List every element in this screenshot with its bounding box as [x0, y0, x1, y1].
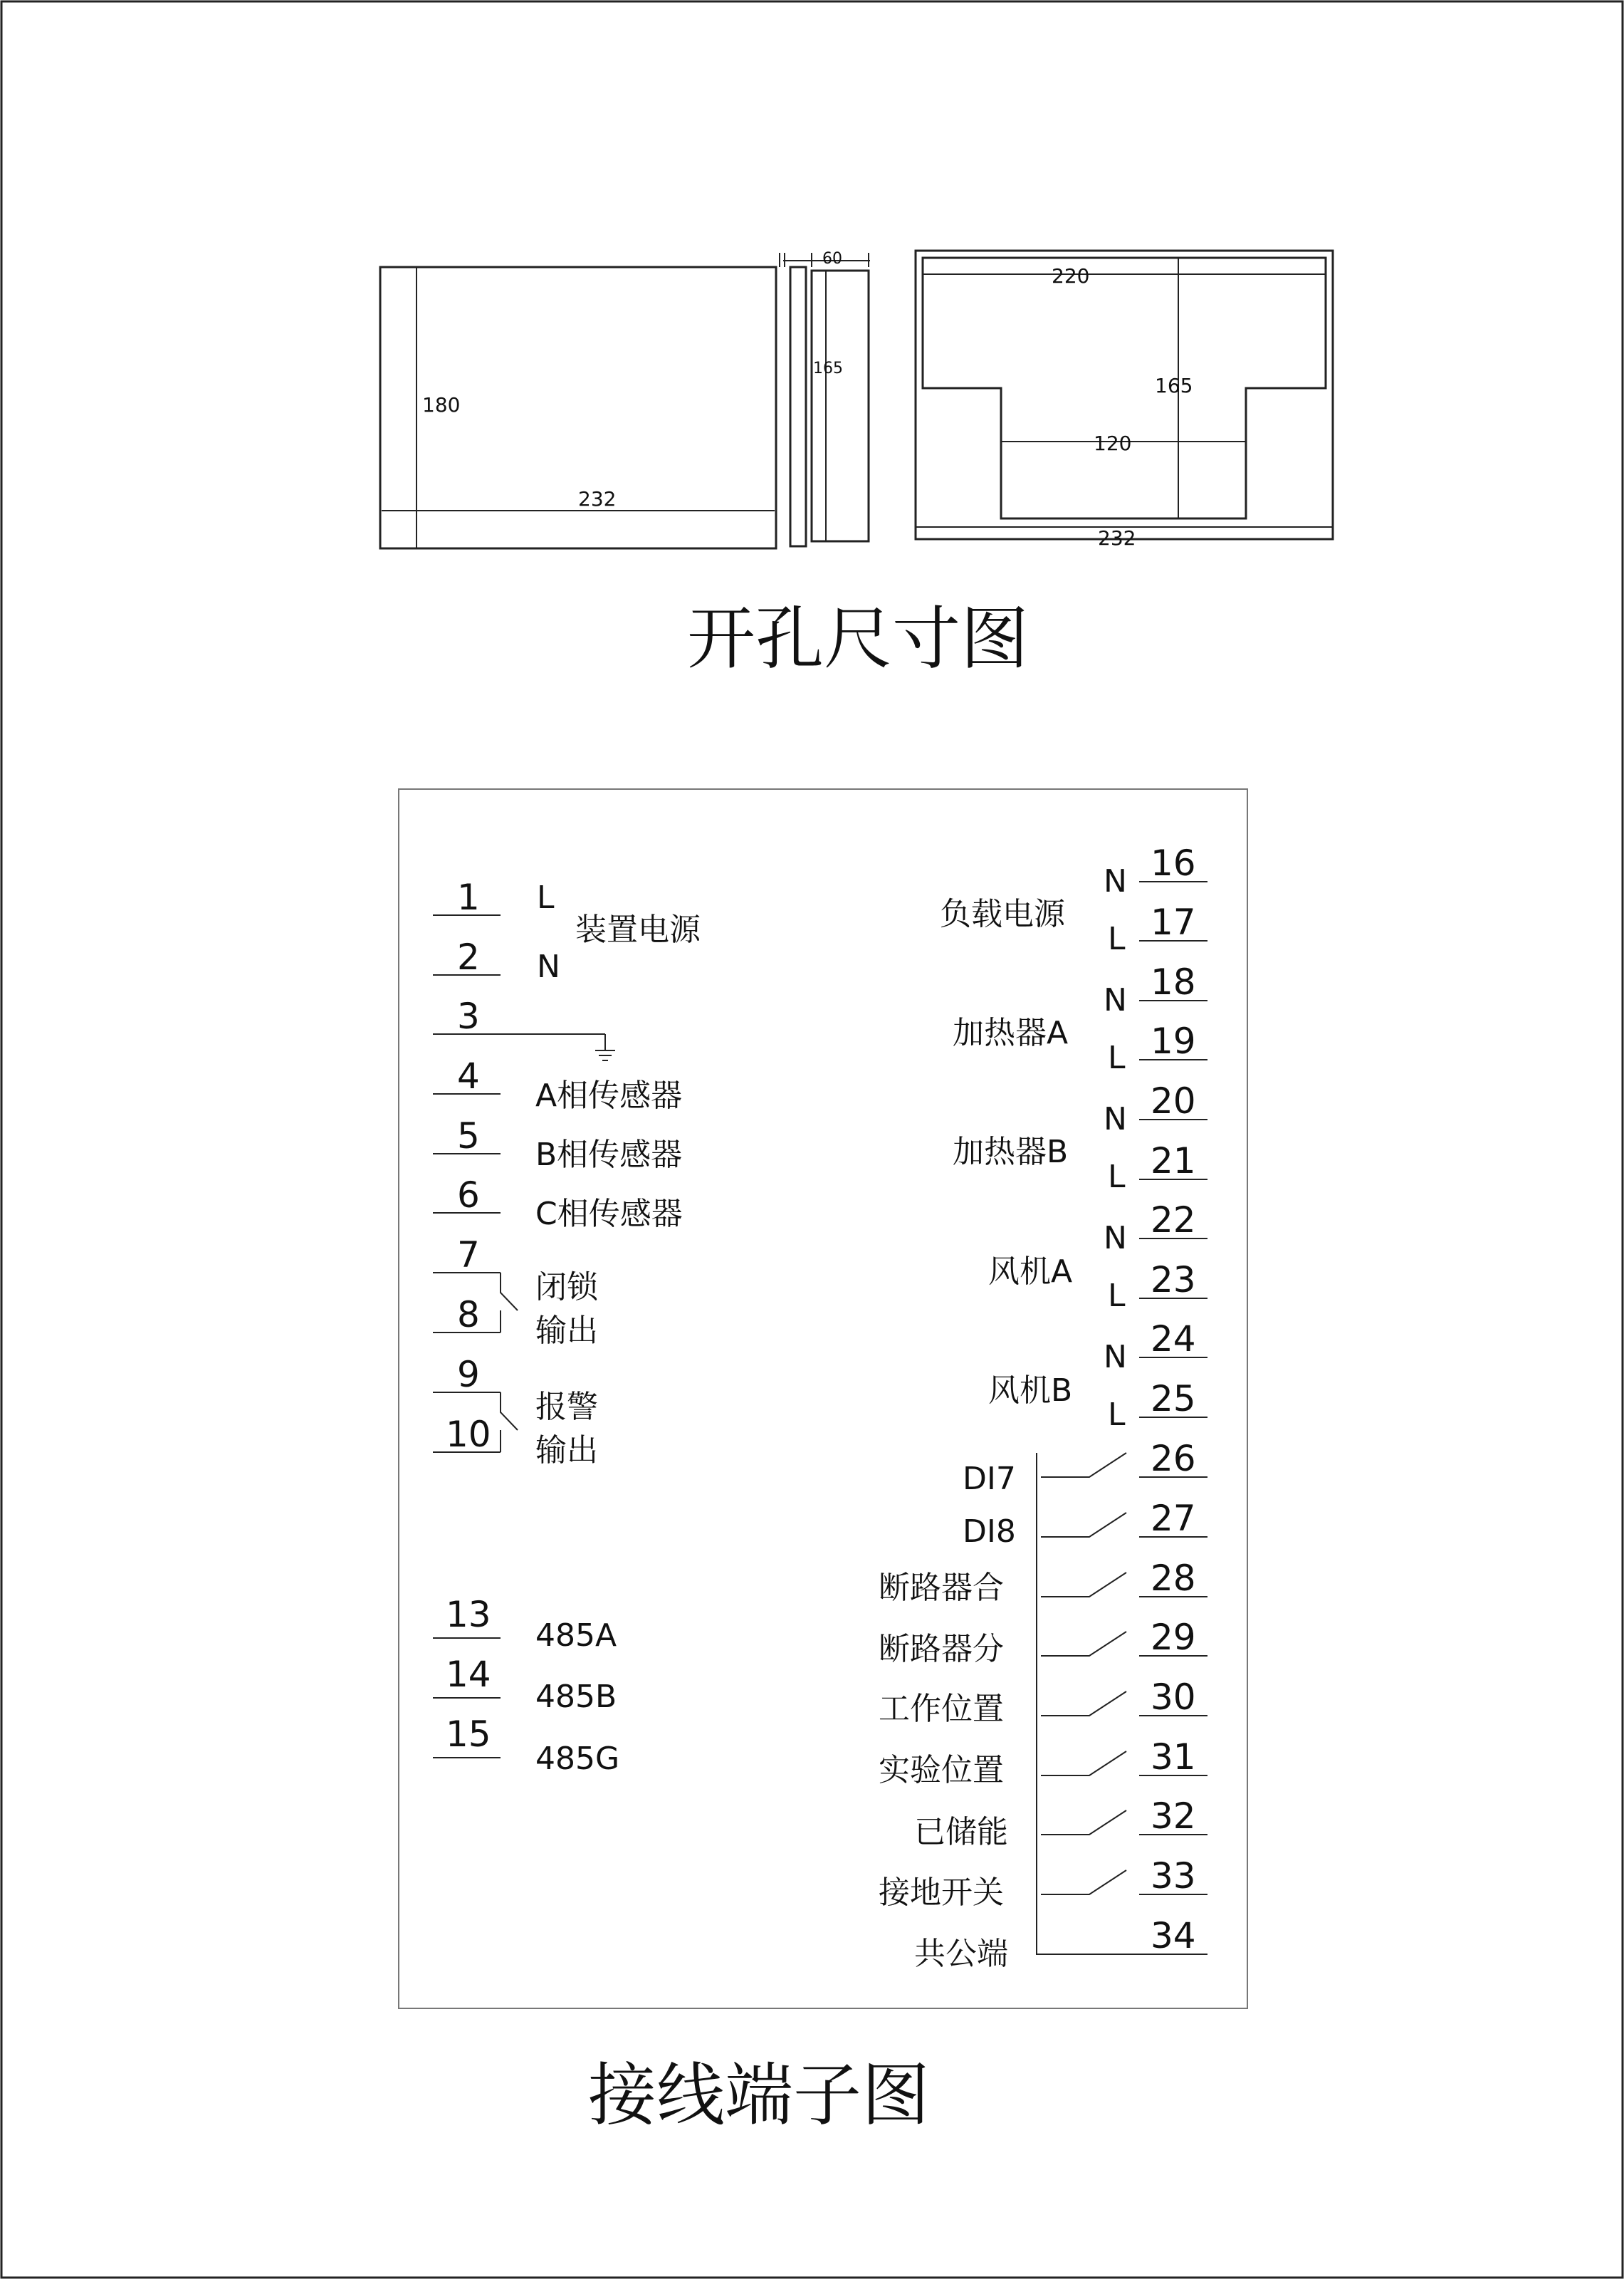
label-fan-a: 风机A: [988, 1253, 1073, 1290]
stored-contact: [1041, 1810, 1126, 1835]
label-sensor-a: A相传感器: [535, 1078, 683, 1114]
terminal-14: 14: [446, 1654, 491, 1695]
label-L-23: L: [1108, 1278, 1126, 1314]
earth-sw-contact: [1041, 1870, 1126, 1894]
right-terminals: [879, 843, 1207, 1972]
front-width-label: 232: [578, 487, 617, 511]
label-stored: 已储能: [914, 1814, 1008, 1850]
side-view: [780, 250, 870, 546]
terminal-20: 20: [1151, 1080, 1196, 1122]
side-panel-thin: [790, 267, 806, 546]
label-di8: DI8: [963, 1513, 1016, 1550]
side-height-label: 165: [813, 360, 843, 377]
cutout-title: 开孔尺寸图: [687, 599, 1029, 679]
label-485g: 485G: [535, 1741, 620, 1777]
terminal-7: 7: [457, 1234, 480, 1276]
terminal-4: 4: [457, 1055, 480, 1097]
label-N-18: N: [1104, 982, 1127, 1018]
left-terminals: [433, 877, 701, 1777]
terminal-3: 3: [457, 996, 480, 1037]
terminal-34: 34: [1151, 1915, 1196, 1956]
label-L-17: L: [1108, 921, 1126, 957]
label-earth-switch: 接地开关: [879, 1874, 1004, 1911]
label-lock-1: 闭锁: [535, 1269, 598, 1305]
label-test-pos: 实验位置: [879, 1752, 1004, 1788]
terminal-25: 25: [1151, 1378, 1196, 1419]
terminal-22: 22: [1151, 1199, 1196, 1241]
cutout-drawing: [380, 250, 1333, 679]
cutout-outline: [916, 251, 1333, 539]
label-lock-2: 输出: [535, 1313, 598, 1349]
terminal-28: 28: [1151, 1558, 1196, 1599]
cutout-view: [916, 251, 1333, 550]
front-view: [380, 267, 776, 548]
terminal-24: 24: [1151, 1318, 1196, 1360]
label-load-power: 负载电源: [940, 896, 1065, 932]
terminal-23: 23: [1151, 1259, 1196, 1300]
wiring-title: 接线端子图: [588, 2055, 930, 2135]
brk-close-contact: [1041, 1573, 1126, 1597]
label-L-19: L: [1108, 1040, 1126, 1076]
terminal-8: 8: [457, 1294, 480, 1335]
terminal-16: 16: [1151, 843, 1196, 884]
cutout-top-label: 220: [1052, 264, 1090, 288]
terminal-17: 17: [1151, 902, 1196, 943]
cutout-height-label: 165: [1155, 374, 1193, 397]
label-N-16: N: [1104, 863, 1127, 899]
terminal-2: 2: [457, 937, 480, 978]
terminal-13: 13: [446, 1594, 491, 1635]
label-L-left: L: [537, 880, 555, 916]
terminal-6: 6: [457, 1174, 480, 1216]
terminal-27: 27: [1151, 1498, 1196, 1539]
label-work-pos: 工作位置: [879, 1691, 1004, 1727]
label-fan-b: 风机B: [988, 1372, 1073, 1409]
test-pos-contact: [1041, 1751, 1126, 1775]
terminal-1: 1: [457, 877, 480, 918]
terminal-31: 31: [1151, 1736, 1196, 1778]
terminal-29: 29: [1151, 1617, 1196, 1658]
label-heater-b: 加热器B: [953, 1134, 1069, 1170]
alarm-contact: [501, 1392, 518, 1452]
label-alarm-1: 报警: [535, 1389, 598, 1425]
brk-open-contact: [1041, 1632, 1126, 1656]
di7-contact: [1041, 1453, 1126, 1477]
terminal-5: 5: [457, 1115, 480, 1157]
terminal-30: 30: [1151, 1676, 1196, 1718]
label-device-power: 装置电源: [575, 912, 701, 948]
terminal-15: 15: [446, 1714, 491, 1755]
side-body: [812, 271, 869, 541]
label-N-22: N: [1104, 1220, 1127, 1256]
terminal-18: 18: [1151, 961, 1196, 1003]
terminal-33: 33: [1151, 1855, 1196, 1897]
label-N-left: N: [537, 949, 560, 985]
work-pos-contact: [1041, 1691, 1126, 1716]
front-height-label: 180: [422, 393, 461, 417]
terminal-19: 19: [1151, 1021, 1196, 1062]
label-L-21: L: [1108, 1159, 1126, 1195]
di8-contact: [1041, 1513, 1126, 1537]
lock-contact: [501, 1273, 518, 1333]
side-depth-label: 60: [822, 250, 842, 268]
label-N-20: N: [1104, 1101, 1127, 1137]
label-di7: DI7: [963, 1461, 1016, 1497]
terminal-32: 32: [1151, 1795, 1196, 1837]
cutout-t-shape: [923, 258, 1326, 518]
label-L-25: L: [1108, 1397, 1126, 1433]
label-brk-close: 断路器合: [879, 1570, 1004, 1606]
terminal-21: 21: [1151, 1140, 1196, 1182]
label-485a: 485A: [535, 1617, 617, 1654]
terminal-10: 10: [446, 1414, 491, 1455]
label-heater-a: 加热器A: [953, 1015, 1069, 1051]
terminal-26: 26: [1151, 1438, 1196, 1479]
label-sensor-c: C相传感器: [535, 1196, 683, 1232]
wiring-diagram: [399, 789, 1247, 2135]
cutout-bottom-label: 232: [1098, 526, 1136, 550]
label-N-24: N: [1104, 1339, 1127, 1375]
label-brk-open: 断路器分: [879, 1631, 1004, 1667]
label-485b: 485B: [535, 1679, 617, 1715]
label-common: 共公端: [914, 1936, 1008, 1972]
cutout-inner-label: 120: [1094, 432, 1132, 455]
label-alarm-2: 输出: [535, 1432, 598, 1469]
label-sensor-b: B相传感器: [535, 1137, 683, 1173]
terminal-9: 9: [457, 1354, 480, 1395]
